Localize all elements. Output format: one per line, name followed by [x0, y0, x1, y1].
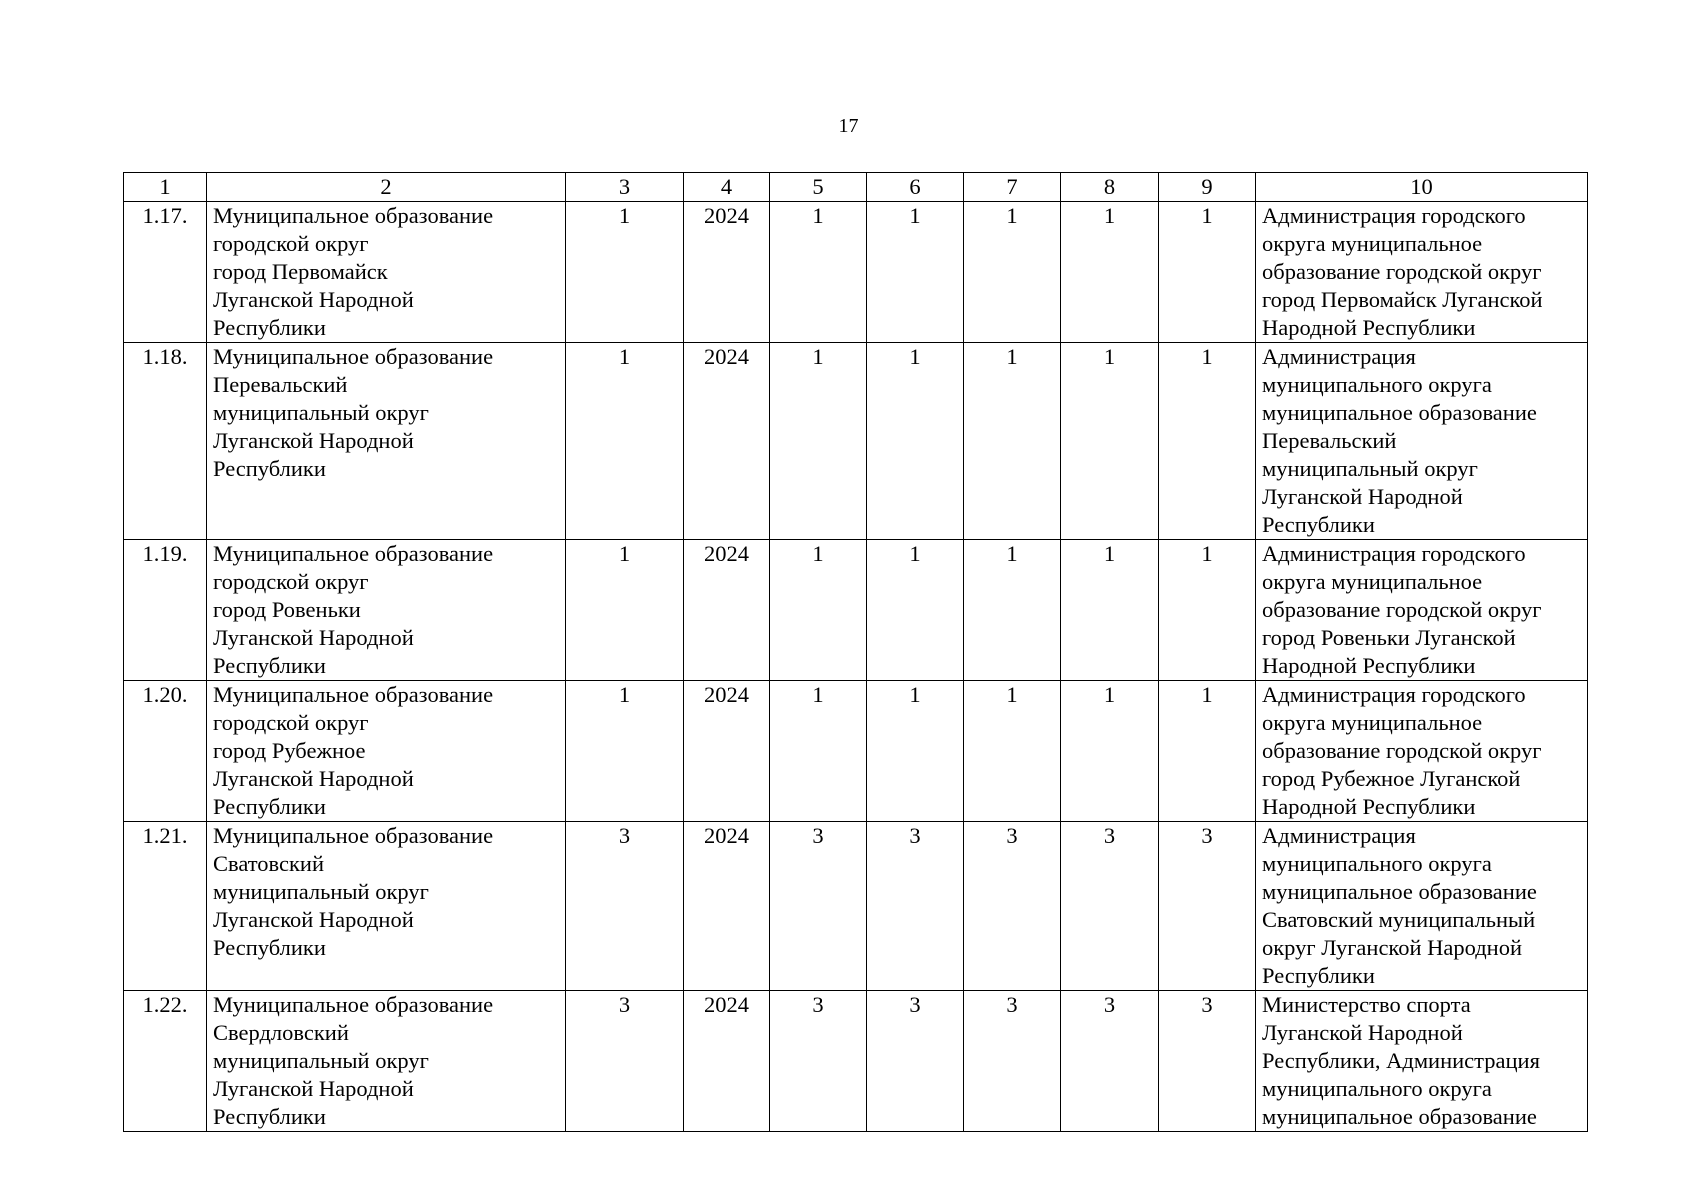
cell-col-8: 3	[1061, 991, 1159, 1132]
org-line: Народной Республики	[1262, 653, 1476, 678]
name-line: Луганской Народной	[213, 287, 414, 312]
name-line: Свердловский	[213, 1020, 349, 1045]
cell-col-5: 3	[770, 822, 867, 991]
org-line: Луганской Народной	[1262, 1020, 1463, 1045]
name-line: Республики	[213, 315, 326, 340]
name-line: Республики	[213, 456, 326, 481]
table-row	[124, 822, 1588, 991]
col-header-7: 7	[964, 173, 1061, 202]
cell-col-8: 1	[1061, 343, 1159, 540]
cell-col-6: 1	[867, 202, 964, 343]
cell-year: 2024	[684, 540, 770, 681]
cell-col-9: 1	[1159, 681, 1256, 822]
cell-col-3: 1	[566, 681, 684, 822]
cell-col-6: 1	[867, 343, 964, 540]
row-number: 1.20.	[124, 681, 207, 822]
municipality-name	[207, 540, 566, 681]
municipality-name	[207, 343, 566, 540]
org-line: образование городской округ	[1262, 259, 1542, 284]
responsible-org	[1256, 202, 1588, 343]
cell-col-7: 3	[964, 822, 1061, 991]
cell-col-3: 1	[566, 540, 684, 681]
cell-col-8: 1	[1061, 681, 1159, 822]
cell-col-3: 1	[566, 202, 684, 343]
org-line: Сватовский муниципальный	[1262, 907, 1536, 932]
org-line: округа муниципальное	[1262, 710, 1483, 735]
cell-col-9: 3	[1159, 991, 1256, 1132]
responsible-org	[1256, 343, 1588, 540]
cell-col-9: 1	[1159, 540, 1256, 681]
responsible-org	[1256, 681, 1588, 822]
cell-col-6: 1	[867, 681, 964, 822]
cell-col-5: 1	[770, 681, 867, 822]
row-number: 1.18.	[124, 343, 207, 540]
col-header-3: 3	[566, 173, 684, 202]
col-header-2: 2	[207, 173, 566, 202]
row-number: 1.17.	[124, 202, 207, 343]
table-row	[124, 343, 1588, 540]
cell-col-8: 3	[1061, 822, 1159, 991]
org-line: Республики	[1262, 512, 1375, 537]
name-line: Республики	[213, 653, 326, 678]
cell-col-7: 3	[964, 991, 1061, 1132]
col-header-8: 8	[1061, 173, 1159, 202]
cell-col-3: 1	[566, 343, 684, 540]
name-line: город Первомайск	[213, 259, 388, 284]
col-header-5: 5	[770, 173, 867, 202]
cell-col-9: 1	[1159, 343, 1256, 540]
name-line: Муниципальное образование	[213, 992, 494, 1017]
name-line: Луганской Народной	[213, 625, 414, 650]
cell-year: 2024	[684, 343, 770, 540]
org-line: город Рубежное Луганской	[1262, 766, 1521, 791]
org-line: Администрация	[1262, 823, 1416, 848]
org-line: Народной Республики	[1262, 315, 1476, 340]
cell-col-3: 3	[566, 991, 684, 1132]
org-line: Администрация городского	[1262, 682, 1526, 707]
org-line: муниципальный округ	[1262, 456, 1478, 481]
cell-col-5: 3	[770, 991, 867, 1132]
org-line: Администрация	[1262, 344, 1416, 369]
org-line: образование городской округ	[1262, 597, 1542, 622]
org-line: образование городской округ	[1262, 738, 1542, 763]
cell-year: 2024	[684, 681, 770, 822]
table-row	[124, 540, 1588, 681]
name-line: Муниципальное образование	[213, 203, 494, 228]
col-header-6: 6	[867, 173, 964, 202]
name-line: Сватовский	[213, 851, 325, 876]
org-line: Республики	[1262, 963, 1375, 988]
cell-year: 2024	[684, 202, 770, 343]
cell-col-9: 3	[1159, 822, 1256, 991]
col-header-10: 10	[1256, 173, 1588, 202]
cell-col-7: 1	[964, 681, 1061, 822]
cell-col-3: 3	[566, 822, 684, 991]
org-line: муниципальное образование	[1262, 400, 1537, 425]
org-line: муниципального округа	[1262, 851, 1492, 876]
org-line: округа муниципальное	[1262, 231, 1483, 256]
table-row	[124, 991, 1588, 1132]
name-line: Муниципальное образование	[213, 344, 494, 369]
name-line: муниципальный округ	[213, 879, 429, 904]
org-line: Министерство спорта	[1262, 992, 1471, 1017]
responsible-org	[1256, 540, 1588, 681]
org-line: город Первомайск Луганской	[1262, 287, 1543, 312]
name-line: Луганской Народной	[213, 428, 414, 453]
municipality-name	[207, 681, 566, 822]
cell-col-8: 1	[1061, 540, 1159, 681]
org-line: Луганской Народной	[1262, 484, 1463, 509]
org-line: Перевальский	[1262, 428, 1397, 453]
name-line: город Ровеньки	[213, 597, 361, 622]
cell-col-5: 1	[770, 540, 867, 681]
col-header-4: 4	[684, 173, 770, 202]
org-line: город Ровеньки Луганской	[1262, 625, 1516, 650]
cell-col-7: 1	[964, 202, 1061, 343]
row-number: 1.22.	[124, 991, 207, 1132]
name-line: Луганской Народной	[213, 766, 414, 791]
cell-year: 2024	[684, 822, 770, 991]
cell-col-6: 3	[867, 822, 964, 991]
name-line: Республики	[213, 935, 326, 960]
name-line: Муниципальное образование	[213, 541, 494, 566]
table-row	[124, 202, 1588, 343]
name-line: Луганской Народной	[213, 1076, 414, 1101]
col-header-1: 1	[124, 173, 207, 202]
cell-col-6: 3	[867, 991, 964, 1132]
name-line: городской округ	[213, 710, 369, 735]
cell-col-7: 1	[964, 343, 1061, 540]
name-line: Республики	[213, 1104, 326, 1129]
row-number: 1.21.	[124, 822, 207, 991]
org-line: муниципального округа	[1262, 372, 1492, 397]
data-table	[123, 172, 1588, 1132]
name-line: Республики	[213, 794, 326, 819]
name-line: городской округ	[213, 231, 369, 256]
cell-col-5: 1	[770, 202, 867, 343]
header-row	[124, 173, 1588, 202]
cell-col-7: 1	[964, 540, 1061, 681]
org-line: Народной Республики	[1262, 794, 1476, 819]
org-line: Администрация городского	[1262, 203, 1526, 228]
cell-col-5: 1	[770, 343, 867, 540]
responsible-org	[1256, 822, 1588, 991]
org-line: муниципальное образование	[1262, 879, 1537, 904]
org-line: муниципального округа	[1262, 1076, 1492, 1101]
table-row	[124, 681, 1588, 822]
row-number: 1.19.	[124, 540, 207, 681]
cell-col-8: 1	[1061, 202, 1159, 343]
col-header-9: 9	[1159, 173, 1256, 202]
name-line: городской округ	[213, 569, 369, 594]
name-line: муниципальный округ	[213, 1048, 429, 1073]
cell-col-6: 1	[867, 540, 964, 681]
municipality-name	[207, 991, 566, 1132]
municipality-name	[207, 202, 566, 343]
cell-year: 2024	[684, 991, 770, 1132]
name-line: муниципальный округ	[213, 400, 429, 425]
municipality-name	[207, 822, 566, 991]
name-line: Муниципальное образование	[213, 682, 494, 707]
org-line: Республики, Администрация	[1262, 1048, 1540, 1073]
responsible-org	[1256, 991, 1588, 1132]
org-line: Администрация городского	[1262, 541, 1526, 566]
page-number: 17	[838, 115, 859, 137]
name-line: город Рубежное	[213, 738, 366, 763]
org-line: муниципальное образование	[1262, 1104, 1537, 1129]
name-line: Луганской Народной	[213, 907, 414, 932]
org-line: округ Луганской Народной	[1262, 935, 1523, 960]
cell-col-9: 1	[1159, 202, 1256, 343]
org-line: округа муниципальное	[1262, 569, 1483, 594]
name-line: Муниципальное образование	[213, 823, 494, 848]
name-line: Перевальский	[213, 372, 348, 397]
